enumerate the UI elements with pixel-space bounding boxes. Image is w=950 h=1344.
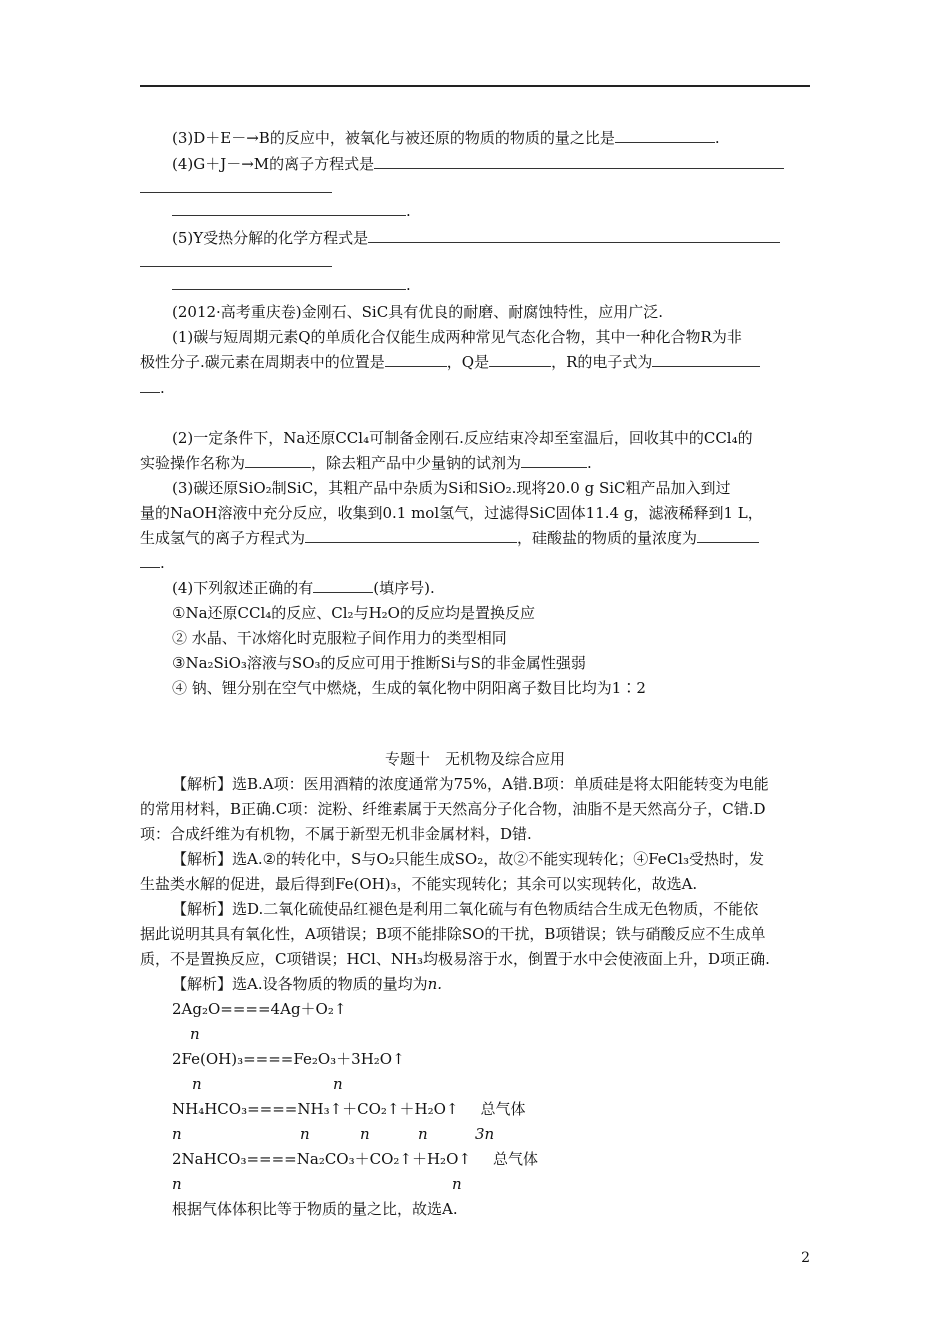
ag2o-n-value: n: [190, 1025, 200, 1043]
nh3-n-value: n: [300, 1125, 310, 1143]
part1-q-label: ，Q是: [446, 353, 490, 371]
part3-end: .: [160, 554, 165, 572]
concentration-blank-cont[interactable]: [140, 553, 160, 568]
option-1: ①Na还原CCl₄的反应、Cl₂与H₂O的反应均是置换反应: [172, 604, 535, 622]
option-2: ② 水晶、干冰熔化时克服粒子间作用力的类型相同: [172, 629, 507, 647]
q4-blank-1[interactable]: [374, 154, 784, 169]
part3-line1: (3)碳还原SiO₂制SiC，其粗产品中杂质为Si和SiO₂.现将20.0 g SiC粗产品加入到过: [172, 479, 731, 497]
nahco3-total-label: 总气体: [492, 1150, 538, 1168]
total-3n: [475, 1124, 494, 1144]
q4-end: .: [406, 202, 411, 220]
co2-n-value: n: [360, 1125, 370, 1143]
part3-concentration-label: ，硅酸盐的物质的量浓度为: [517, 529, 698, 547]
h2o-n: [333, 1074, 343, 1094]
carbon-position-blank[interactable]: [385, 352, 447, 367]
answer4-n: n.: [427, 975, 443, 993]
nh4hco3-total-label: 总气体: [480, 1100, 526, 1118]
q4-line: [172, 154, 784, 174]
feoh3-n: [192, 1074, 202, 1094]
h2o-n-2: [418, 1124, 428, 1144]
q5-text: (5)Y受热分解的化学方程式是: [172, 229, 369, 247]
nh4hco3-text: NH₄HCO₃====NH₃↑＋CO₂↑＋H₂O↑: [172, 1100, 459, 1118]
answer2-line1: 【解析】选A.②的转化中，S与O₂只能生成SO₂，故②不能实现转化；④FeCl₃受热时，发: [172, 850, 764, 868]
feoh3-n-value: n: [192, 1075, 202, 1093]
nahco3-text: 2NaHCO₃====Na₂CO₃＋CO₂↑＋H₂O↑: [172, 1150, 471, 1168]
part4-text: (4)下列叙述正确的有: [172, 579, 314, 597]
q5-blank-1[interactable]: [368, 228, 780, 243]
part1-end: .: [160, 379, 165, 397]
co2-n: [360, 1124, 370, 1144]
q5-blank-2[interactable]: [140, 266, 332, 267]
answer3-line3: 质，不是置换反应，C项错误；HCl、NH₃均极易溶于水，倒置于水中会使液面上升，D项正确.: [140, 950, 770, 968]
co2-n-2: [452, 1174, 462, 1194]
answer4-text: 【解析】选A.设各物质的物质的量均为: [172, 975, 428, 993]
r-electron-formula-blank-cont[interactable]: [140, 378, 160, 393]
part1-text: 极性分子.碳元素在周期表中的位置是: [140, 353, 385, 371]
q3-line: [172, 128, 720, 148]
nh3-n: [300, 1124, 310, 1144]
part3-text: 生成氢气的离子方程式为: [140, 529, 306, 547]
answer3-line2: 据此说明其具有氧化性，A项错误；B项不能排除SO的干扰，B项错误；铁与硝酸反应不生成单: [140, 925, 766, 943]
q5-end: .: [406, 276, 411, 294]
answer2-line2: 生盐类水解的促进，最后得到Fe(OH)₃，不能实现转化；其余可以实现转化，故选A.: [140, 875, 698, 893]
header-rule: [140, 85, 810, 87]
answer1-line3: 项：合成纤维为有机物，不属于新型无机非金属材料，D错.: [140, 825, 532, 843]
equation-nh4hco3: [172, 1099, 525, 1119]
part2-line2: [140, 453, 592, 473]
part3-line4: [140, 553, 165, 573]
q5-line-3: [172, 275, 411, 295]
q4-text: (4)G＋J－→M的离子方程式是: [172, 155, 375, 173]
q3-blank[interactable]: [615, 128, 715, 143]
q3-end: .: [714, 129, 720, 147]
page-number: 2: [801, 1250, 810, 1266]
part4-line: [172, 578, 435, 598]
part3-line2: 量的NaOH溶液中充分反应，收集到0.1 mol氢气，过滤得SiC固体11.4 g，滤液稀释到1 L，: [140, 504, 763, 522]
equation-feoh3: 2Fe(OH)₃====Fe₂O₃＋3H₂O↑: [172, 1050, 405, 1068]
reagent-blank[interactable]: [521, 453, 587, 468]
part1-line1: (1)碳与短周期元素Q的单质化合仅能生成两种常见气态化合物，其中一种化合物R为非: [172, 328, 742, 346]
nh4hco3-n-value: n: [172, 1125, 182, 1143]
concentration-blank[interactable]: [697, 528, 759, 543]
part4-blank[interactable]: [313, 578, 373, 593]
question-source: (2012·高考重庆卷)金刚石、SiC具有优良的耐磨、耐腐蚀特性，应用广泛.: [172, 303, 663, 321]
part3-line3: [140, 528, 759, 548]
r-electron-formula-blank[interactable]: [652, 352, 760, 367]
total-3n-value: 3n: [475, 1125, 495, 1143]
answer1-line2: 的常用材料，B正确.C项：淀粉、纤维素属于天然高分子化合物，油脂不是天然高分子，C错.D: [140, 800, 766, 818]
part2-end: .: [587, 454, 592, 472]
part2-line1: (2)一定条件下，Na还原CCl₄可制备金刚石.反应结束冷却至室温后，回收其中的CCl₄的: [172, 429, 753, 447]
h2o-n-value: n: [333, 1075, 343, 1093]
q5-line: [172, 228, 780, 248]
section-heading: 专题十 无机物及综合应用: [384, 750, 565, 768]
nh4hco3-n-1: [172, 1124, 182, 1144]
part2-reagent-label: ，除去粗产品中少量钠的试剂为: [311, 454, 522, 472]
q-element-blank[interactable]: [489, 352, 551, 367]
nahco3-n: [172, 1174, 182, 1194]
part4-suffix: (填序号).: [373, 579, 435, 597]
answer4-line1: [172, 974, 442, 994]
nahco3-n-value: n: [172, 1175, 182, 1193]
part2-text: 实验操作名称为: [140, 454, 246, 472]
option-3: ③Na₂SiO₃溶液与SO₃的反应可用于推断Si与S的非金属性强弱: [172, 654, 586, 672]
answer1-line1: 【解析】选B.A项：医用酒精的浓度通常为75%，A错.B项：单质硅是将太阳能转变为电能: [172, 775, 769, 793]
ionic-equation-blank[interactable]: [305, 528, 517, 543]
option-4: ④ 钠、锂分别在空气中燃烧，生成的氧化物中阴阳离子数目比均为1∶2: [172, 679, 646, 697]
q3-text: (3)D＋E－→B的反应中，被氧化与被还原的物质的物质的量之比是: [172, 129, 615, 147]
part1-r-label: ，R的电子式为: [551, 353, 653, 371]
q5-blank-3[interactable]: [172, 275, 406, 290]
ag2o-n: [190, 1024, 200, 1044]
answer3-line1: 【解析】选D.二氧化硫使品红褪色是利用二氧化硫与有色物质结合生成无色物质，不能依: [172, 900, 759, 918]
part1-line3: [140, 378, 165, 398]
part1-line2: [140, 352, 760, 372]
equation-ag2o: 2Ag₂O====4Ag＋O₂↑: [172, 1000, 347, 1018]
co2-n2-value: n: [452, 1175, 462, 1193]
q4-line-3: [172, 201, 411, 221]
operation-blank[interactable]: [245, 453, 311, 468]
h2o-n2-value: n: [418, 1125, 428, 1143]
conclusion: 根据气体体积比等于物质的量之比，故选A.: [172, 1200, 458, 1218]
q4-blank-3[interactable]: [172, 201, 406, 216]
q4-blank-2[interactable]: [140, 192, 332, 193]
equation-nahco3: [172, 1149, 538, 1169]
